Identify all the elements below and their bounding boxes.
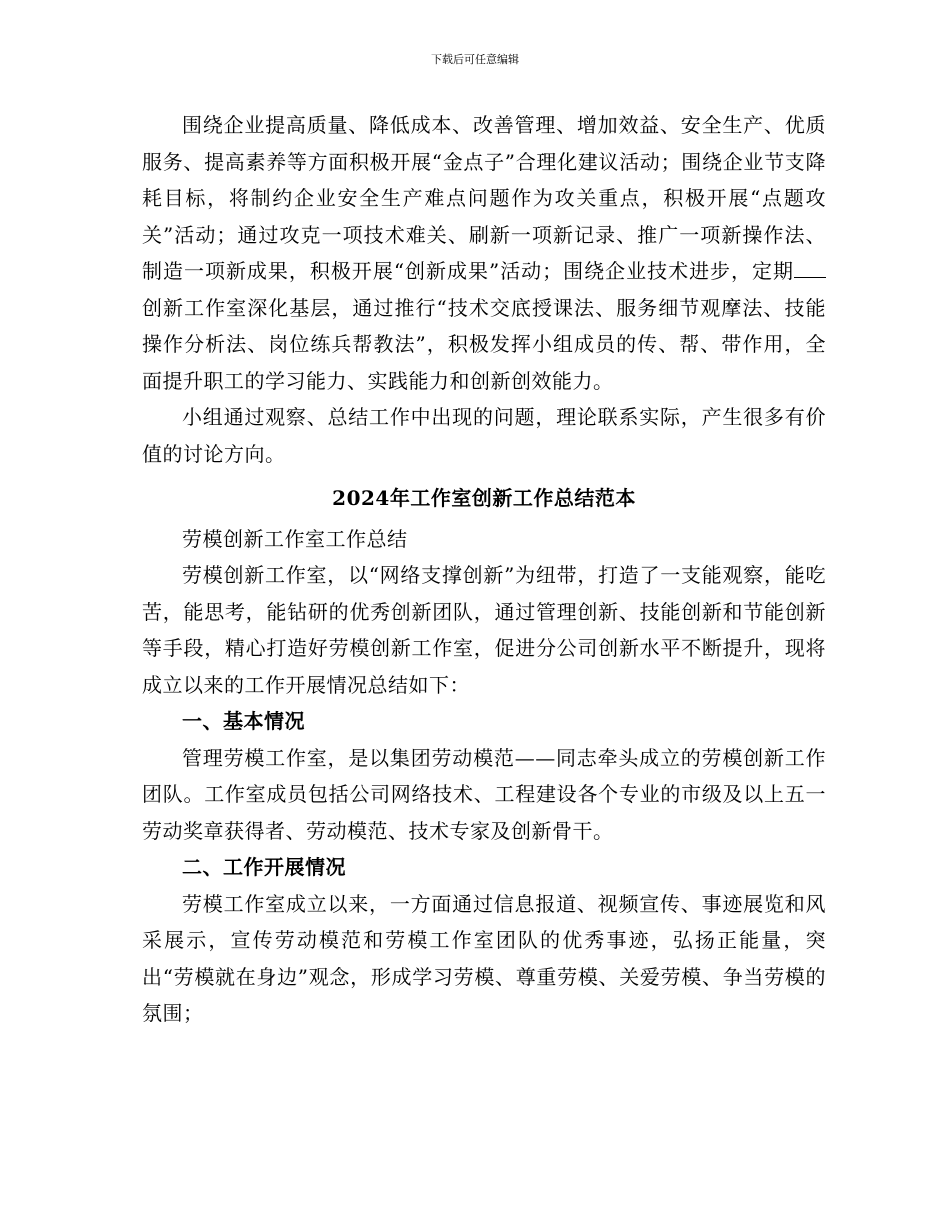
section-heading-basic: 一、基本情况	[182, 709, 305, 733]
paragraph-intro: 劳模创新工作室，以“网络支撑创新”为纽带，打造了一支能观察，能吃苦，能思考，能钻研的优秀创新团队，通过管理创新、技能创新和节能创新等手段，精心打造好劳模创新工作室，促进分公司创新水平不断提升，现将成立以来的工作开展情况总结如下：	[142, 563, 826, 697]
document-body	[142, 107, 826, 1032]
paragraph-basic-info: 管理劳模工作室，是以集团劳动模范——同志牵头成立的劳模创新工作团队。工作室成员包括公司网络技术、工程建设各个专业的市级及以上五一劳动奖章获得者、劳动模范、技术专家及创新骨干。	[142, 745, 826, 843]
paragraph-activities-tail: 创新工作室深化基层，通过推行“技术交底授课法、服务细节观摩法、技能操作分析法、岗位练兵帮教法”，积极发挥小组成员的传、帮、带作用，全面提升职工的学习能力、实践能力和创新创效能力。	[142, 295, 826, 393]
page-header: 下载后可任意编辑	[431, 53, 519, 66]
blank-underline	[794, 259, 826, 278]
paragraph-activities-text: 围绕企业提高质量、降低成本、改善管理、增加效益、安全生产、优质服务、提高素养等方面积极开展“金点子”合理化建议活动；围绕企业节支降耗目标，将制约企业安全生产难点问题作为攻关重点，积极开展“点题攻关”活动；通过攻克一项技术难关、刷新一项新记录、推广一项新操作法、制造一项新成果，积极开展“创新成果”活动；围绕企业技术进步，定期	[142, 113, 826, 283]
paragraph-work-progress: 劳模工作室成立以来，一方面通过信息报道、视频宣传、事迹展览和风采展示，宣传劳动模范和劳模工作室团队的优秀事迹，弘扬正能量，突出“劳模就在身边”观念，形成学习劳模、尊重劳模、关爱劳模、争当劳模的氛围；	[142, 891, 826, 1025]
paragraph-group-discussion: 小组通过观察、总结工作中出现的问题，理论联系实际，产生很多有价值的讨论方向。	[142, 405, 826, 466]
paragraph-activities	[142, 107, 826, 399]
document-title: 2024年工作室创新工作总结范本	[332, 486, 636, 510]
document-subtitle: 劳模创新工作室工作总结	[182, 526, 408, 551]
section-heading-work: 二、工作开展情况	[182, 855, 346, 879]
